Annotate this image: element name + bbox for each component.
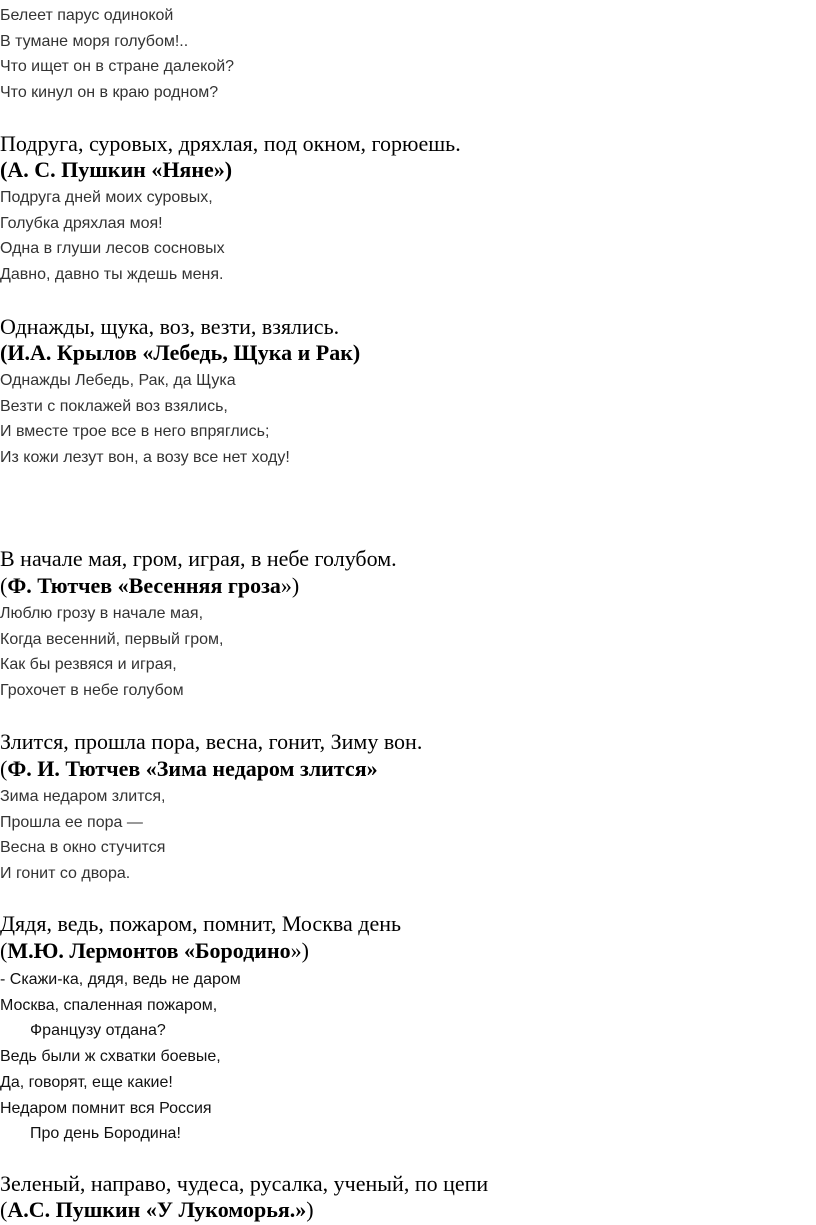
source-heading xyxy=(0,339,360,367)
poem-line: - Скажи-ка, дядя, ведь не даром xyxy=(0,971,241,988)
poem-tyutchev-groza xyxy=(0,601,224,704)
poem-line: Прошла ее пора — xyxy=(0,813,143,831)
poem-lermontov-borodino xyxy=(0,967,241,1147)
poem-tyutchev-zima xyxy=(0,784,166,887)
source-text: М.Ю. Лермонтов «Бородино xyxy=(7,938,291,963)
poem-line: Из кожи лезут вон, а возу все нет ходу! xyxy=(0,449,290,467)
source-text: А.С. Пушкин «У Лукоморья.» xyxy=(7,1197,307,1222)
poem-line: Когда весенний, первый гром, xyxy=(0,630,224,648)
poem-line: Да, говорят, еще какие! xyxy=(0,1073,173,1091)
source-text: Ф. Тютчев «Весенняя гроза xyxy=(7,573,281,598)
poem-line: Про день Бородина! xyxy=(30,1125,181,1143)
source-text: (И.А. Крылов «Лебедь, Щука и Рак) xyxy=(0,340,361,365)
source-paren-open: ( xyxy=(0,573,8,598)
source-paren-close: ») xyxy=(280,573,300,598)
poem-line: Что кинул он в краю родном? xyxy=(0,84,219,102)
poem-line: Французу отдана? xyxy=(30,1022,166,1040)
source-paren-open: ( xyxy=(0,1197,8,1222)
keywords-heading: Зеленый, направо, чудеса, русалка, ученый, по цепи xyxy=(0,1171,489,1196)
poem-line: Подруга дней моих суровых, xyxy=(0,189,213,206)
source-heading xyxy=(0,156,232,184)
poem-line: Что ищет он в стране далекой? xyxy=(0,58,235,76)
keywords-heading: Подруга, суровых, дряхлая, под окном, горюешь. xyxy=(0,131,461,156)
poem-line: Одна в глуши лесов сосновых xyxy=(0,240,225,258)
poem-line: Весна в окно стучится xyxy=(0,839,166,857)
poem-line: Однажды Лебедь, Рак, да Щука xyxy=(0,372,236,389)
source-paren-open: ( xyxy=(0,756,8,781)
source-paren-close: ) xyxy=(306,1197,314,1222)
poem-line: Белеет парус одинокой xyxy=(0,7,174,24)
source-heading xyxy=(0,755,378,783)
keywords-heading: Однажды, щука, воз, везти, взялись. xyxy=(0,314,340,339)
poem-line: И гонит со двора. xyxy=(0,865,131,883)
keywords-heading: Злится, прошла пора, весна, гонит, Зиму вон. xyxy=(0,729,423,754)
poem-line: Люблю грозу в начале мая, xyxy=(0,605,204,622)
source-heading xyxy=(0,572,299,600)
source-text: (А. С. Пушкин «Няне») xyxy=(0,157,233,182)
source-text: Ф. И. Тютчев «Зима недаром злится» xyxy=(7,756,378,781)
poem-line: Везти с поклажей воз взялись, xyxy=(0,397,228,415)
poem-line: Недаром помнит вся Россия xyxy=(0,1099,212,1117)
source-paren-open: ( xyxy=(0,938,8,963)
poem-line: Как бы резвяся и играя, xyxy=(0,656,177,674)
poem-line: Голубка дряхлая моя! xyxy=(0,214,163,232)
poem-line: Ведь были ж схватки боевые, xyxy=(0,1048,221,1066)
source-paren-close: ») xyxy=(290,938,309,963)
poem-line: Москва, спаленная пожаром, xyxy=(0,996,218,1014)
keywords-heading: Дядя, ведь, пожаром, помнит, Москва день xyxy=(0,911,402,936)
poem-line: В тумане моря голубом!.. xyxy=(0,32,189,50)
poem-line: Давно, давно ты ждешь меня. xyxy=(0,266,224,284)
poem-line: И вместе трое все в него впряглись; xyxy=(0,423,270,441)
source-heading xyxy=(0,1196,314,1224)
poem-lermontov-parus xyxy=(0,3,234,106)
keywords-heading: В начале мая, гром, играя, в небе голубом. xyxy=(0,546,397,571)
poem-pushkin-nyane xyxy=(0,185,225,288)
poem-line: Зима недаром злится, xyxy=(0,788,166,805)
poem-krylov xyxy=(0,368,290,471)
poem-line: Грохочет в небе голубом xyxy=(0,682,184,700)
source-heading xyxy=(0,937,309,965)
